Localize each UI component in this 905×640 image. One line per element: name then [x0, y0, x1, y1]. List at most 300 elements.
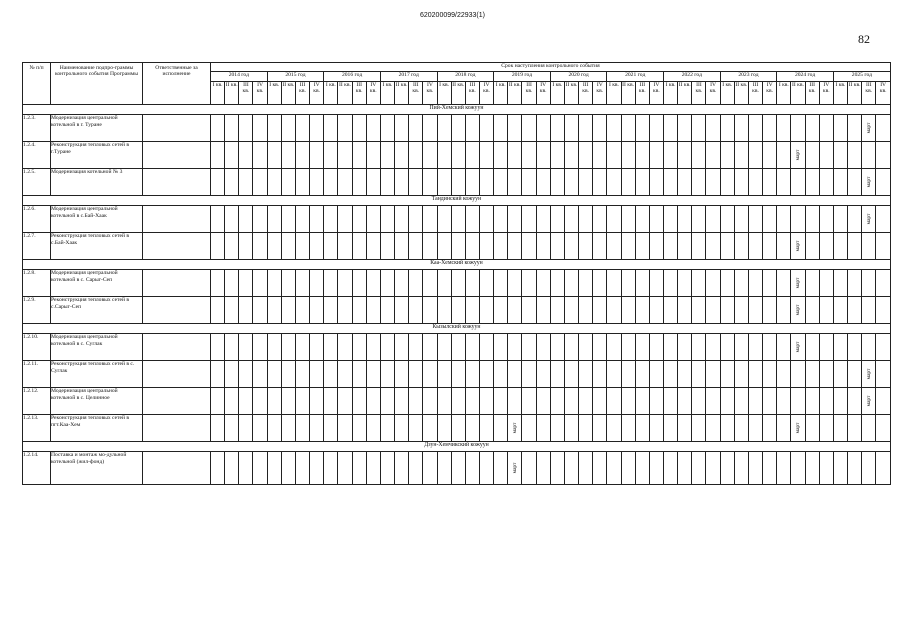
quarter-cell	[763, 452, 777, 485]
quarter-cell	[281, 206, 295, 233]
quarter-cell	[437, 169, 451, 196]
quarter-cell	[720, 233, 734, 260]
quarter-cell	[508, 361, 522, 388]
quarter-cell	[763, 169, 777, 196]
quarter-cell	[423, 142, 437, 169]
header-quarter: II кв.	[225, 82, 239, 105]
quarter-cell	[805, 361, 819, 388]
quarter-cell	[437, 452, 451, 485]
header-quarter: IV кв.	[876, 82, 891, 105]
quarter-cell	[281, 270, 295, 297]
header-quarter: I кв.	[437, 82, 451, 105]
row-responsible	[143, 115, 211, 142]
quarter-cell	[508, 270, 522, 297]
quarter-cell	[706, 233, 720, 260]
quarter-cell	[734, 115, 748, 142]
row-responsible	[143, 233, 211, 260]
quarter-cell	[607, 297, 621, 324]
quarter-cell	[380, 169, 394, 196]
header-year: 2014 год	[211, 72, 268, 82]
quarter-cell	[791, 297, 805, 324]
row-number: 1.2.8.	[23, 270, 51, 297]
quarter-cell	[437, 297, 451, 324]
quarter-cell	[848, 361, 862, 388]
quarter-cell	[310, 415, 324, 442]
quarter-cell	[522, 270, 536, 297]
row-responsible	[143, 270, 211, 297]
quarter-cell	[395, 452, 409, 485]
quarter-cell	[819, 297, 833, 324]
quarter-cell	[409, 169, 423, 196]
quarter-cell	[848, 169, 862, 196]
quarter-cell	[819, 169, 833, 196]
quarter-cell	[324, 415, 338, 442]
quarter-cell	[649, 415, 663, 442]
quarter-cell	[338, 452, 352, 485]
quarter-cell	[833, 233, 847, 260]
quarter-cell	[437, 115, 451, 142]
quarter-cell	[253, 415, 267, 442]
quarter-cell	[763, 297, 777, 324]
quarter-cell	[664, 270, 678, 297]
header-quarter: I кв.	[720, 82, 734, 105]
quarter-cell	[451, 270, 465, 297]
quarter-cell	[876, 206, 891, 233]
row-responsible	[143, 334, 211, 361]
quarter-cell	[395, 115, 409, 142]
quarter-cell	[395, 142, 409, 169]
quarter-cell	[366, 452, 380, 485]
quarter-cell	[310, 115, 324, 142]
quarter-cell	[211, 297, 225, 324]
quarter-cell	[522, 388, 536, 415]
quarter-cell	[649, 233, 663, 260]
quarter-cell	[437, 415, 451, 442]
quarter-cell	[267, 297, 281, 324]
quarter-cell	[748, 142, 762, 169]
quarter-cell	[522, 334, 536, 361]
quarter-cell	[536, 270, 550, 297]
quarter-cell	[748, 206, 762, 233]
quarter-cell	[706, 334, 720, 361]
quarter-cell	[211, 334, 225, 361]
quarter-cell	[225, 115, 239, 142]
quarter-cell	[876, 142, 891, 169]
quarter-cell	[706, 115, 720, 142]
quarter-cell	[862, 169, 876, 196]
quarter-cell	[706, 388, 720, 415]
quarter-cell	[720, 169, 734, 196]
quarter-cell	[607, 142, 621, 169]
header-responsible: Ответственные за исполнение	[143, 63, 211, 105]
quarter-cell	[451, 233, 465, 260]
quarter-cell	[706, 169, 720, 196]
quarter-cell	[522, 169, 536, 196]
quarter-cell	[494, 361, 508, 388]
quarter-cell	[819, 452, 833, 485]
quarter-cell	[805, 270, 819, 297]
quarter-cell	[720, 415, 734, 442]
quarter-cell	[720, 115, 734, 142]
quarter-cell	[664, 415, 678, 442]
quarter-cell	[338, 388, 352, 415]
section-title: Кызылский кожуун	[23, 324, 891, 334]
quarter-cell	[267, 142, 281, 169]
quarter-cell	[295, 452, 309, 485]
event-marker: март	[794, 277, 801, 289]
row-name: Реконструкция тепловых сетей в г.Туране	[51, 142, 143, 169]
header-quarter: I кв.	[494, 82, 508, 105]
quarter-cell	[409, 115, 423, 142]
quarter-cell	[791, 334, 805, 361]
quarter-cell	[550, 415, 564, 442]
header-quarter: III кв.	[805, 82, 819, 105]
header-quarter: III кв.	[295, 82, 309, 105]
quarter-cell	[324, 452, 338, 485]
quarter-cell	[267, 361, 281, 388]
quarter-cell	[479, 361, 493, 388]
quarter-cell	[664, 452, 678, 485]
section-title: Тандинский кожуун	[23, 196, 891, 206]
quarter-cell	[805, 334, 819, 361]
quarter-cell	[664, 115, 678, 142]
quarter-cell	[607, 334, 621, 361]
quarter-cell	[664, 297, 678, 324]
quarter-cell	[564, 169, 578, 196]
quarter-cell	[494, 415, 508, 442]
quarter-cell	[380, 270, 394, 297]
quarter-cell	[380, 334, 394, 361]
quarter-cell	[678, 388, 692, 415]
quarter-cell	[862, 361, 876, 388]
quarter-cell	[564, 270, 578, 297]
quarter-cell	[635, 115, 649, 142]
quarter-cell	[508, 388, 522, 415]
quarter-cell	[253, 334, 267, 361]
quarter-cell	[833, 334, 847, 361]
quarter-cell	[437, 361, 451, 388]
quarter-cell	[791, 233, 805, 260]
quarter-cell	[848, 334, 862, 361]
quarter-cell	[465, 115, 479, 142]
quarter-cell	[508, 169, 522, 196]
quarter-cell	[536, 334, 550, 361]
header-quarter: I кв.	[324, 82, 338, 105]
header-quarter: I кв.	[777, 82, 791, 105]
quarter-cell	[621, 361, 635, 388]
row-name: Поставка и монтаж мо-дульной котельной (жил-фонд)	[51, 452, 143, 485]
quarter-cell	[366, 334, 380, 361]
header-year: 2015 год	[267, 72, 324, 82]
quarter-cell	[380, 115, 394, 142]
quarter-cell	[720, 452, 734, 485]
quarter-cell	[748, 388, 762, 415]
header-quarter: II кв.	[564, 82, 578, 105]
quarter-cell	[281, 297, 295, 324]
quarter-cell	[635, 415, 649, 442]
quarter-cell	[211, 169, 225, 196]
quarter-cell	[791, 361, 805, 388]
quarter-cell	[678, 452, 692, 485]
quarter-cell	[593, 334, 607, 361]
quarter-cell	[621, 142, 635, 169]
quarter-cell	[536, 388, 550, 415]
quarter-cell	[508, 206, 522, 233]
quarter-cell	[494, 270, 508, 297]
quarter-cell	[253, 206, 267, 233]
table-row	[23, 415, 891, 442]
quarter-cell	[763, 270, 777, 297]
quarter-cell	[479, 233, 493, 260]
quarter-cell	[692, 142, 706, 169]
quarter-cell	[239, 169, 253, 196]
quarter-cell	[451, 361, 465, 388]
quarter-cell	[706, 452, 720, 485]
header-quarter: IV кв.	[310, 82, 324, 105]
quarter-cell	[734, 142, 748, 169]
header-year: 2017 год	[380, 72, 437, 82]
quarter-cell	[692, 270, 706, 297]
quarter-cell	[819, 142, 833, 169]
quarter-cell	[465, 361, 479, 388]
quarter-cell	[225, 388, 239, 415]
quarter-cell	[352, 233, 366, 260]
quarter-cell	[338, 115, 352, 142]
quarter-cell	[324, 388, 338, 415]
quarter-cell	[876, 270, 891, 297]
row-name: Реконструкция тепловых сетей в с.Сарыг-Сеп	[51, 297, 143, 324]
quarter-cell	[211, 270, 225, 297]
quarter-cell	[366, 142, 380, 169]
quarter-cell	[338, 206, 352, 233]
quarter-cell	[706, 206, 720, 233]
quarter-cell	[451, 142, 465, 169]
row-name: Реконструкция тепловых сетей в с. Суглак	[51, 361, 143, 388]
quarter-cell	[763, 361, 777, 388]
quarter-cell	[508, 415, 522, 442]
event-marker: март	[511, 462, 518, 474]
quarter-cell	[494, 115, 508, 142]
quarter-cell	[777, 206, 791, 233]
quarter-cell	[862, 297, 876, 324]
quarter-cell	[550, 361, 564, 388]
row-name: Реконструкция тепловых сетей в с.Бай-Хаак	[51, 233, 143, 260]
quarter-cell	[621, 115, 635, 142]
quarter-cell	[862, 452, 876, 485]
quarter-cell	[239, 415, 253, 442]
quarter-cell	[692, 169, 706, 196]
quarter-cell	[550, 142, 564, 169]
quarter-cell	[564, 297, 578, 324]
quarter-cell	[720, 206, 734, 233]
quarter-cell	[763, 115, 777, 142]
quarter-cell	[536, 361, 550, 388]
quarter-cell	[607, 233, 621, 260]
quarter-cell	[833, 169, 847, 196]
quarter-cell	[479, 169, 493, 196]
quarter-cell	[253, 297, 267, 324]
header-quarter: II кв.	[395, 82, 409, 105]
quarter-cell	[253, 361, 267, 388]
table-row	[23, 334, 891, 361]
quarter-cell	[409, 334, 423, 361]
quarter-cell	[281, 388, 295, 415]
quarter-cell	[579, 415, 593, 442]
quarter-cell	[338, 415, 352, 442]
quarter-cell	[239, 233, 253, 260]
header-quarter: II кв.	[791, 82, 805, 105]
quarter-cell	[564, 452, 578, 485]
quarter-cell	[395, 270, 409, 297]
header-quarter: II кв.	[621, 82, 635, 105]
quarter-cell	[564, 388, 578, 415]
quarter-cell	[621, 169, 635, 196]
header-quarter: III кв.	[409, 82, 423, 105]
quarter-cell	[819, 334, 833, 361]
quarter-cell	[777, 415, 791, 442]
quarter-cell	[649, 452, 663, 485]
header-year: 2023 год	[720, 72, 777, 82]
quarter-cell	[621, 270, 635, 297]
header-quarter: III кв.	[579, 82, 593, 105]
header-quarter: I кв.	[833, 82, 847, 105]
quarter-cell	[380, 297, 394, 324]
quarter-cell	[281, 169, 295, 196]
quarter-cell	[211, 142, 225, 169]
quarter-cell	[635, 233, 649, 260]
quarter-cell	[211, 415, 225, 442]
header-quarter: III кв.	[522, 82, 536, 105]
quarter-cell	[664, 334, 678, 361]
quarter-cell	[564, 206, 578, 233]
quarter-cell	[678, 415, 692, 442]
header-year: 2024 год	[777, 72, 834, 82]
quarter-cell	[579, 388, 593, 415]
quarter-cell	[451, 169, 465, 196]
quarter-cell	[777, 297, 791, 324]
quarter-cell	[763, 142, 777, 169]
row-number: 1.2.11.	[23, 361, 51, 388]
quarter-cell	[295, 142, 309, 169]
quarter-cell	[338, 233, 352, 260]
quarter-cell	[451, 115, 465, 142]
quarter-cell	[607, 206, 621, 233]
row-responsible	[143, 142, 211, 169]
quarter-cell	[593, 206, 607, 233]
header-year: 2022 год	[664, 72, 721, 82]
quarter-cell	[734, 233, 748, 260]
quarter-cell	[791, 142, 805, 169]
quarter-cell	[734, 169, 748, 196]
quarter-cell	[536, 115, 550, 142]
quarter-cell	[451, 334, 465, 361]
quarter-cell	[409, 297, 423, 324]
quarter-cell	[494, 206, 508, 233]
table-row	[23, 142, 891, 169]
event-marker: март	[865, 122, 872, 134]
header-quarter: IV кв.	[649, 82, 663, 105]
quarter-cell	[833, 206, 847, 233]
quarter-cell	[324, 233, 338, 260]
header-quarter: IV кв.	[423, 82, 437, 105]
quarter-cell	[409, 270, 423, 297]
quarter-cell	[267, 206, 281, 233]
quarter-cell	[324, 169, 338, 196]
quarter-cell	[635, 206, 649, 233]
quarter-cell	[253, 169, 267, 196]
quarter-cell	[862, 270, 876, 297]
quarter-cell	[550, 169, 564, 196]
quarter-cell	[692, 233, 706, 260]
quarter-cell	[777, 270, 791, 297]
quarter-cell	[352, 142, 366, 169]
quarter-cell	[437, 206, 451, 233]
quarter-cell	[862, 334, 876, 361]
row-number: 1.2.12.	[23, 388, 51, 415]
event-marker: март	[794, 149, 801, 161]
quarter-cell	[621, 452, 635, 485]
quarter-cell	[564, 142, 578, 169]
header-quarter: IV кв.	[479, 82, 493, 105]
row-responsible	[143, 452, 211, 485]
quarter-cell	[338, 270, 352, 297]
header-quarter: III кв.	[635, 82, 649, 105]
page-number: 82	[858, 32, 870, 46]
document-id: 620200099/22933(1)	[419, 12, 485, 19]
quarter-cell	[862, 115, 876, 142]
quarter-cell	[253, 115, 267, 142]
header-quarter: II кв.	[338, 82, 352, 105]
table-row	[23, 388, 891, 415]
quarter-cell	[494, 233, 508, 260]
quarter-cell	[833, 452, 847, 485]
quarter-cell	[734, 361, 748, 388]
quarter-cell	[720, 270, 734, 297]
quarter-cell	[295, 297, 309, 324]
event-marker: март	[865, 213, 872, 225]
quarter-cell	[777, 388, 791, 415]
quarter-cell	[848, 206, 862, 233]
header-quarter: I кв.	[550, 82, 564, 105]
quarter-cell	[833, 270, 847, 297]
quarter-cell	[678, 334, 692, 361]
quarter-cell	[310, 142, 324, 169]
quarter-cell	[409, 361, 423, 388]
quarter-cell	[763, 233, 777, 260]
row-name: Реконструкция тепловых сетей в пгт.Каа-Хем	[51, 415, 143, 442]
row-responsible	[143, 297, 211, 324]
quarter-cell	[366, 388, 380, 415]
control-events-table	[22, 62, 891, 485]
quarter-cell	[522, 233, 536, 260]
quarter-cell	[791, 169, 805, 196]
quarter-cell	[508, 142, 522, 169]
quarter-cell	[635, 361, 649, 388]
quarter-cell	[437, 233, 451, 260]
header-quarter: II кв.	[848, 82, 862, 105]
header-quarter: III кв.	[465, 82, 479, 105]
quarter-cell	[536, 206, 550, 233]
quarter-cell	[748, 270, 762, 297]
quarter-cell	[550, 206, 564, 233]
quarter-cell	[423, 115, 437, 142]
quarter-cell	[848, 415, 862, 442]
quarter-cell	[508, 334, 522, 361]
quarter-cell	[748, 297, 762, 324]
quarter-cell	[819, 115, 833, 142]
quarter-cell	[409, 233, 423, 260]
quarter-cell	[423, 270, 437, 297]
